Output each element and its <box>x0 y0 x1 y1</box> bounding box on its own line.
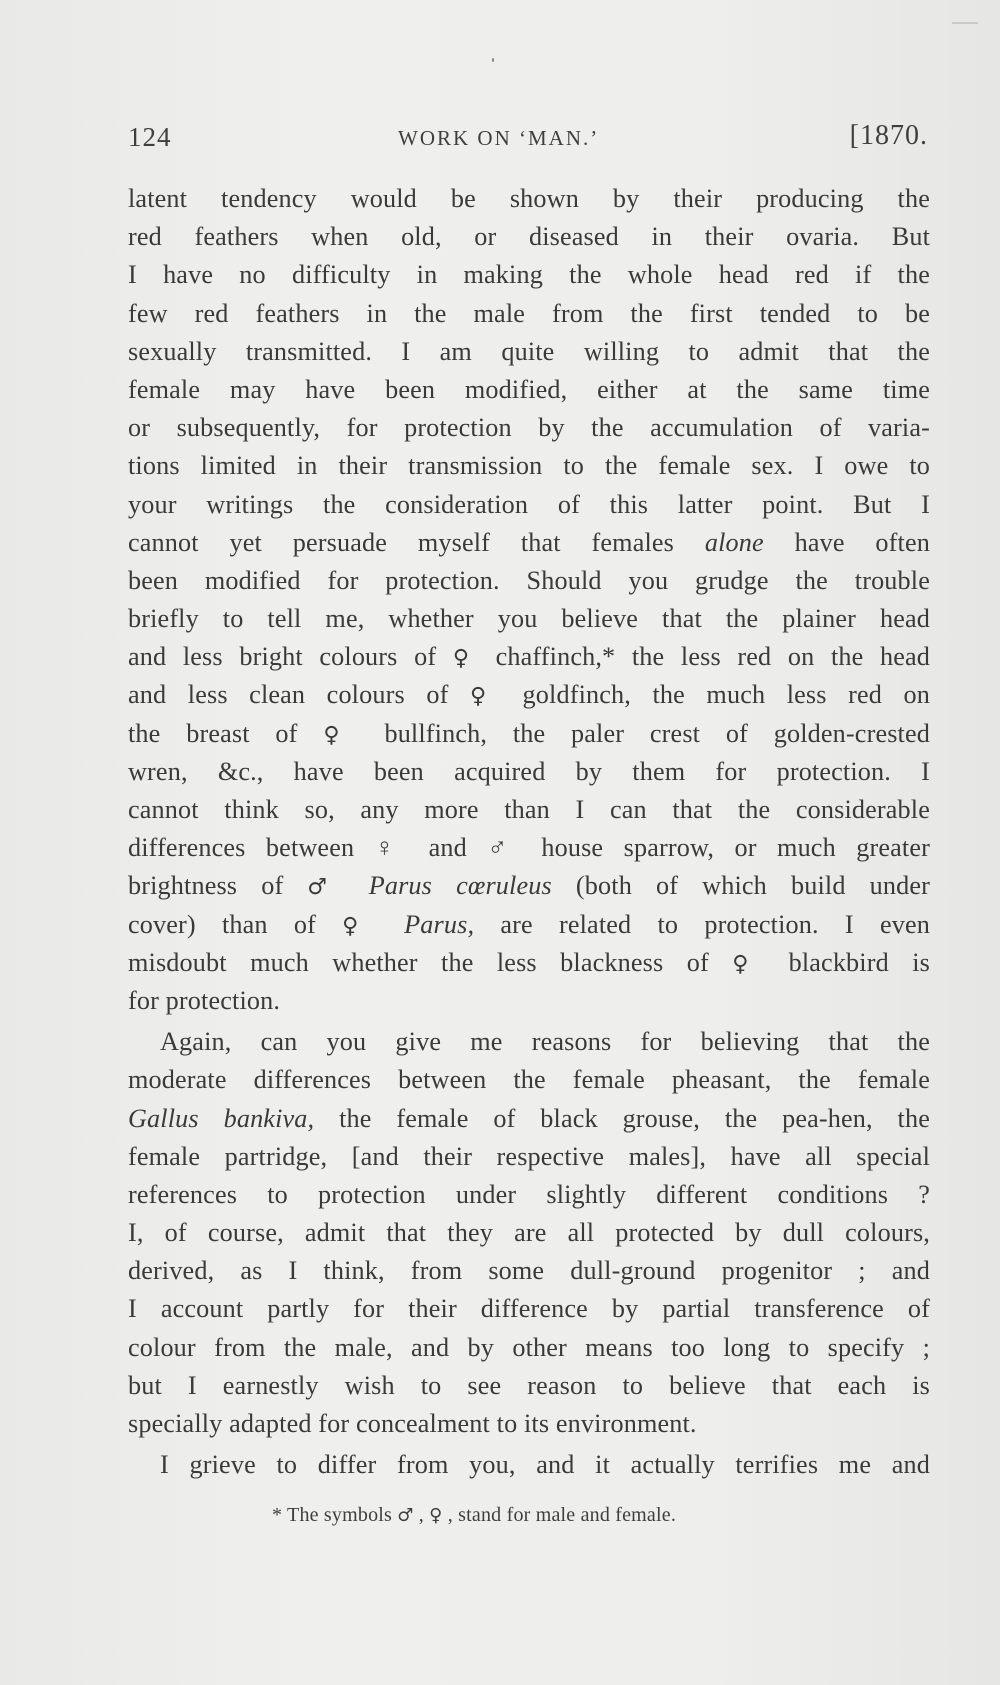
text-line <box>128 715 930 753</box>
text-line: I account partly for their difference by partial transference of <box>128 1294 930 1324</box>
italic-text: Parus cœruleus <box>344 871 552 901</box>
page-number: 124 <box>128 122 172 152</box>
text-line <box>128 867 930 905</box>
text-line <box>128 638 930 676</box>
gender-symbol: ♂ <box>307 875 345 901</box>
text-line: or subsequently, for protection by the accumulation of varia- <box>128 413 930 443</box>
footnote <box>272 1504 676 1527</box>
text-line: female may have been modified, either at the same time <box>128 374 930 404</box>
text-line <box>128 524 930 562</box>
text-line: been modified for protection. Should you grudge the trouble <box>128 565 930 595</box>
line-text: bullfinch, the paler crest of golden-crested <box>358 718 930 748</box>
line-text: cover) than of <box>128 909 343 939</box>
text-line <box>128 1100 930 1138</box>
line-text: goldfinch, the much less red on <box>501 680 931 710</box>
text-line: I have no difficulty in making the whole head red if the <box>128 260 930 290</box>
text-line: tions limited in their transmission to the female sex. I owe to <box>128 451 930 481</box>
italic-text: alone <box>704 527 764 557</box>
line-text: chaffinch,* the less red on the head <box>479 642 931 672</box>
gender-symbol: ♀ <box>732 951 766 977</box>
text-line: colour from the male, and by other means too long to specify ; <box>128 1332 930 1362</box>
text-line: derived, as I think, from some dull-ground progenitor ; and <box>128 1256 930 1286</box>
footnote-separator: , <box>413 1504 430 1526</box>
text-line: I grieve to differ from you, and it actually terrifies me and <box>160 1450 930 1480</box>
text-line: female partridge, [and their respective males], have all special <box>128 1141 930 1171</box>
line-text: (both of which build under <box>551 871 930 901</box>
corner-mark <box>952 22 978 24</box>
text-line <box>128 676 930 714</box>
line-text: have often <box>763 527 930 557</box>
line-text: and less clean colours of <box>128 680 470 710</box>
text-line: Again, can you give me reasons for believing that the <box>160 1027 930 1057</box>
text-line <box>128 906 930 944</box>
gender-symbol: ♀ <box>469 684 502 710</box>
text-line: briefly to tell me, whether you believe that the plainer head <box>128 604 930 634</box>
text-line: differences between ♀ and ♂ house sparrow, or much greater <box>128 833 930 863</box>
text-line: for protection. <box>128 985 281 1015</box>
text-line: wren, &c., have been acquired by them for protection. I <box>128 756 930 786</box>
text-line: latent tendency would be shown by their producing the <box>128 184 930 213</box>
body-text <box>128 180 930 1484</box>
text-line: but I earnestly wish to see reason to believe that each is <box>128 1370 930 1400</box>
footnote-suffix: , stand for male and female. <box>442 1504 677 1526</box>
gender-symbol: ♀ <box>452 646 479 672</box>
text-line: your writings the consideration of this latter point. But I <box>128 489 930 519</box>
running-year: [1870. <box>849 120 928 151</box>
line-text: cannot yet persuade myself that females <box>128 527 705 557</box>
line-text: the breast of <box>128 718 324 748</box>
running-title: WORK ON ‘MAN.’ <box>398 126 600 150</box>
line-text: the female of black grouse, the pea-hen, the <box>314 1103 930 1133</box>
line-text: misdoubt much whether the less blackness of <box>128 947 733 977</box>
female-symbol: ♀ <box>429 1505 443 1526</box>
text-line: few red feathers in the male from the first tended to be <box>128 298 930 328</box>
male-symbol: ♂ <box>397 1505 414 1526</box>
text-line: specially adapted for concealment to its environment. <box>128 1409 697 1438</box>
text-line: sexually transmitted. I am quite willing to admit that the <box>128 336 930 366</box>
running-head <box>128 120 928 160</box>
gender-symbol: ♀ <box>323 722 359 748</box>
text-line <box>128 944 930 982</box>
italic-text: Gallus bankiva, <box>128 1103 315 1133</box>
footnote-prefix: * The symbols <box>272 1504 398 1526</box>
text-line: red feathers when old, or diseased in their ovaria. But <box>128 222 930 252</box>
text-line: moderate differences between the female pheasant, the female <box>128 1065 930 1095</box>
text-line: cannot think so, any more than I can that the considerable <box>128 795 930 824</box>
gender-symbol: ♀ <box>342 913 378 939</box>
line-text: are related to protection. I even <box>474 909 930 939</box>
text-line: I, of course, admit that they are all protected by dull colours, <box>128 1218 930 1248</box>
line-text: blackbird is <box>765 947 931 977</box>
text-line: references to protection under slightly different conditions ? <box>128 1179 930 1209</box>
print-speck <box>492 58 494 62</box>
italic-text: Parus, <box>377 909 475 939</box>
line-text: and less bright colours of <box>128 642 453 672</box>
line-text: brightness of <box>128 871 308 901</box>
